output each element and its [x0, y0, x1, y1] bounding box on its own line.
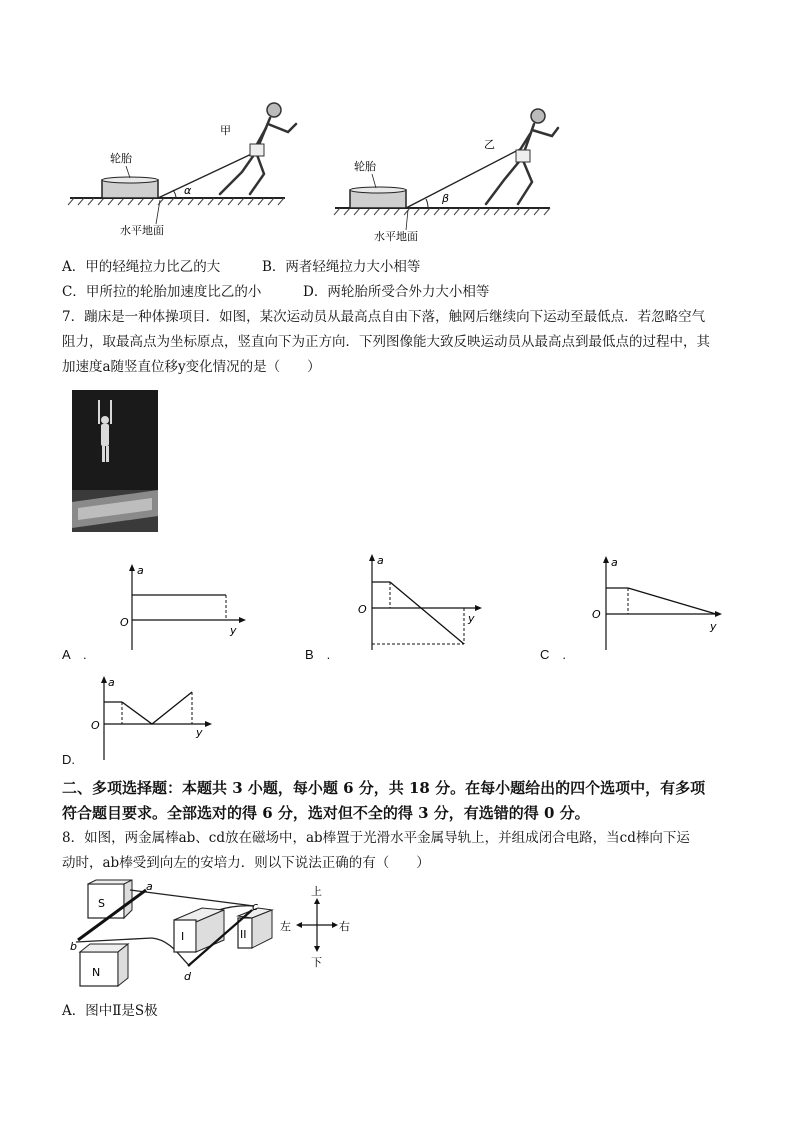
angle-label-alpha: α	[184, 184, 192, 197]
tire-label-right: 轮胎	[354, 160, 376, 173]
svg-text:II: II	[240, 928, 247, 941]
graph-b-line	[390, 582, 464, 644]
q8-option-a: A．图中Ⅱ是S极	[62, 1003, 158, 1019]
tire-label-left: 轮胎	[110, 152, 132, 165]
runner-left	[220, 103, 296, 194]
graph-c-axis-y: y	[710, 620, 717, 633]
graph-d-axis-a: a	[108, 676, 115, 689]
graph-d-axis-y: y	[196, 726, 203, 739]
magnet-n	[80, 944, 128, 986]
magnet-i	[174, 908, 224, 952]
label-d: d	[184, 970, 191, 983]
q6-option-b: B．两者轻绳拉力大小相等	[262, 259, 421, 275]
q7-graph-b-label: B .	[305, 647, 331, 662]
q6-option-a: A．甲的轻绳拉力比乙的大	[62, 259, 221, 275]
direction-cross-icon	[280, 884, 350, 969]
trampoline-photo	[72, 390, 158, 532]
label-c: c	[252, 900, 259, 913]
label-a: a	[146, 880, 153, 893]
graph-b-origin: O	[358, 603, 367, 616]
angle-label-beta: β	[442, 192, 450, 205]
q7-line-1: 7．蹦床是一种体操项目．如图，某次运动员从最高点自由下落，触网后继续向下运动至最低点．若忽略空气	[62, 309, 706, 325]
svg-text:S: S	[98, 897, 105, 910]
graph-d-line	[122, 692, 192, 724]
q6-option-d: D．两轮胎所受合外力大小相等	[303, 284, 490, 300]
svg-text:N: N	[92, 966, 101, 979]
q7-graph-d	[88, 672, 218, 762]
q7-graph-d-label: D.	[62, 752, 75, 767]
dir-right: 右	[339, 920, 350, 933]
q7-graph-c	[588, 552, 728, 652]
person-label-right: 乙	[484, 138, 495, 151]
q7-graph-a-label: A .	[62, 647, 87, 662]
graph-b-axis-a: a	[377, 554, 384, 567]
section2-line-2: 符合题目要求。全部选对的得 6 分，选对但不全的得 3 分，有选错的得 0 分。	[62, 804, 590, 822]
label-b: b	[70, 940, 77, 953]
graph-a-axis-a: a	[137, 564, 144, 577]
dir-down: 下	[311, 956, 322, 969]
q7-line-2: 阻力，取最高点为坐标原点，竖直向下为正方向．下列图像能大致反映运动员从最高点到最低点的过程中，其	[62, 334, 710, 350]
q8-line-1: 8．如图，两金属棒ab、cd放在磁场中，ab棒置于光滑水平金属导轨上，并组成闭合电路，当cd棒向下运	[62, 830, 690, 846]
graph-c-axis-a: a	[611, 556, 618, 569]
q7-graph-a	[112, 560, 252, 655]
magnet-s	[88, 880, 132, 918]
q6-right-scene	[334, 109, 558, 243]
graph-b-axis-y: y	[468, 612, 475, 625]
q8-line-2: 动时，ab棒受到向左的安培力．则以下说法正确的有（ ）	[62, 855, 430, 871]
q6-option-c: C．甲所拉的轮胎加速度比乙的小	[62, 284, 262, 300]
svg-text:I: I	[181, 930, 185, 943]
dir-up: 上	[311, 885, 322, 898]
section2-line-1: 二、多项选择题：本题共 3 小题，每小题 6 分，共 18 分。在每小题给出的四个选项中，有多项	[62, 779, 706, 797]
q7-line-3: 加速度a随竖直位移y变化情况的是（ ）	[62, 359, 321, 375]
dir-left: 左	[280, 920, 291, 933]
q7-graph-b	[352, 550, 492, 655]
graph-a-axis-y: y	[230, 624, 237, 637]
person-label-left: 甲	[220, 124, 231, 137]
q8-figure	[62, 880, 362, 992]
graph-c-origin: O	[592, 608, 601, 621]
q7-graph-c-label: C .	[540, 647, 567, 662]
graph-c-line	[628, 588, 716, 614]
q6-figure	[60, 88, 580, 248]
magnet-ii	[238, 908, 272, 948]
ground-label-left: 水平地面	[120, 224, 164, 237]
ground-label-right: 水平地面	[374, 230, 418, 243]
graph-a-origin: O	[120, 616, 129, 629]
graph-d-origin: O	[91, 719, 100, 732]
runner-right	[486, 109, 558, 204]
q6-left-scene	[68, 103, 296, 237]
